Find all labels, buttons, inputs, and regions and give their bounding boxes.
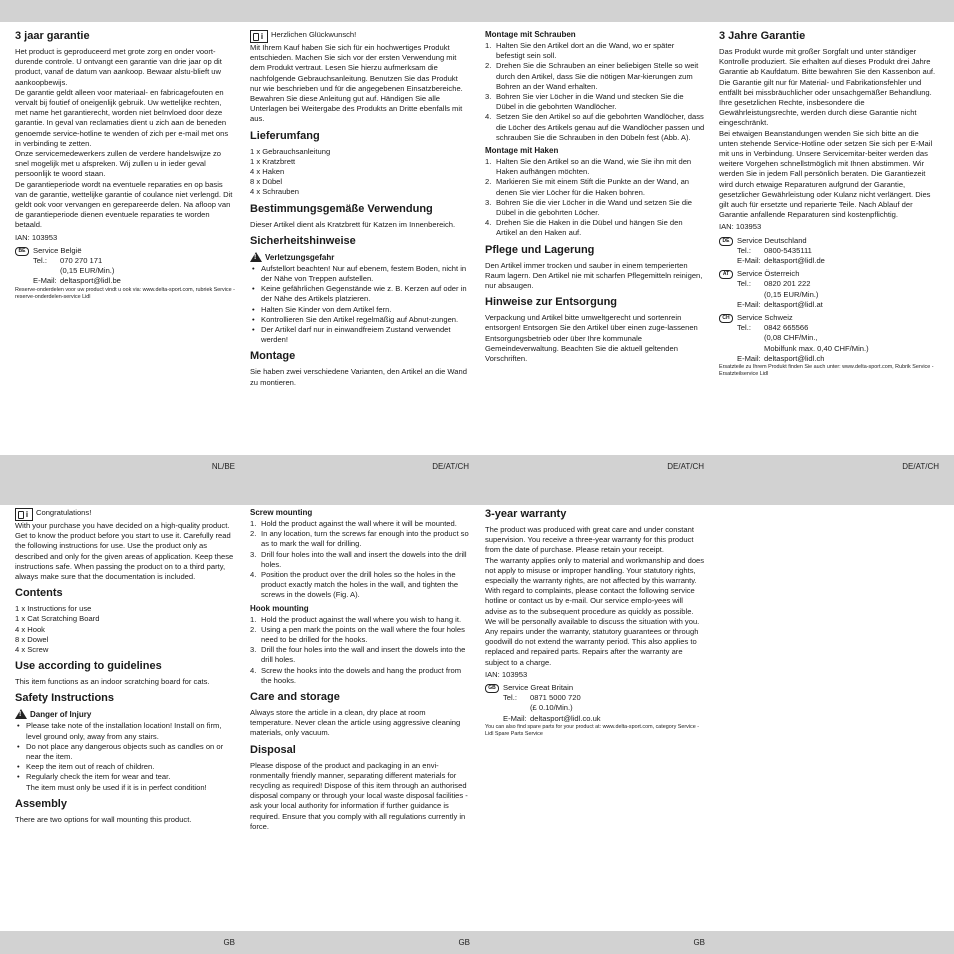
country-badge-ch: CH: [719, 314, 733, 323]
service-price: (0,15 EUR/Min.): [764, 289, 819, 299]
de-assembly-column: [485, 30, 705, 450]
safety-list: [15, 721, 235, 792]
list-item: 4 x Screw: [15, 645, 49, 655]
list-item: 1 x Instructions for use: [15, 604, 92, 614]
gb-ian: IAN: 103953: [485, 669, 528, 679]
footer-label-de-2: DE/AT/CH: [667, 462, 704, 471]
list-item: • Do not place any dangerous objects such as candles on or near the item.: [17, 741, 224, 762]
contents-list: [250, 147, 470, 198]
list-item: • Aufstellort beachten! Nur auf ebenem, festem Boden, nicht in der Nähe von Treppen aufstellen.: [252, 263, 467, 284]
nl-warranty-title: 3 jaar garantie: [15, 30, 90, 42]
list-item: 8 x Dübel: [250, 177, 283, 187]
service-email: deltasport@lidl.de: [764, 256, 825, 266]
gb-warranty-column: [485, 508, 705, 928]
screw-mounting-title: Montage mit Schrauben: [485, 30, 576, 39]
list-item: 1 x Gebrauchsanleitung: [250, 146, 331, 156]
nl-warranty-paragraph: De garantie geldt alleen voor materiaal- en fabricagefouten en vervalt bij foutief of oneigenlijk gebruik. Uw wettelijke rechten, met name het garantierecht, worden niet beïnvloed door deze garantie. In geval van reclamaties dient u zich aan de beneden genoemde service-hotline te wenden of zich per e-mail met ons in verbinding te zetten.: [15, 87, 229, 148]
care-text: Den Artikel immer trocken und sauber in einem temperierten Raum lagern. Den Artikel nie mit scharfen Pflegemitteln reinigen, nur absaugen.: [485, 260, 703, 291]
safety-title: Safety Instructions: [15, 692, 115, 705]
gb-intro-column: [15, 508, 235, 928]
service-email: deltasport@lidl.ch: [764, 353, 825, 363]
screw-steps: [250, 519, 470, 601]
service-email: deltasport@lidl.be: [60, 276, 121, 286]
list-item: 8 x Dowel: [15, 634, 49, 644]
nl-warranty-paragraph: Onze servicemedewerkers zullen de verdere handelswijze zo snel mogelijk met u afspreken. Wij zullen u in ieder geval persoonlijk te woord staan.: [15, 149, 221, 179]
list-item: • Regularly check the item for wear and tear.: [17, 772, 171, 782]
nl-spare-parts-note: Reserve-onderdelen voor uw product vindt u ook via: www.delta-sport.com, rubriek Service - reserve-onderdelen-service Lidl: [15, 286, 235, 300]
list-item: • Please take note of the installation location! Install on firm, level ground only, away from any stairs.: [17, 721, 222, 741]
footer-label-gb-3: GB: [693, 938, 705, 947]
service-phone: 0800-5435111: [764, 245, 812, 255]
gb-warranty-title: 3-year warranty: [485, 508, 567, 520]
care-text: Always store the article in a clean, dry place at room temperature. Never clean the article using aggressive cleaning materials, only vacuum.: [250, 708, 461, 738]
list-item: 4. Setzen Sie den Artikel so auf die gebohrten Wandlöcher, dass die Löcher des Artikels genau auf die Wandlöcher passen und schrauben Sie die Schrauben in den Dübeln fest (Abb. A).: [485, 112, 705, 142]
gb-spare-parts-note: You can also find spare parts for your product at: www.delta-sport.com, category Service - Lidl Spare Parts Service: [485, 723, 700, 738]
nl-warranty-paragraph: Het product is geproduceerd met grote zorg en onder voort-durende controle. U ontvangt een garantie van drie jaar op dit product, vanaf de datum van aankoop. Bewaar alstu-blieft uw aankoopbewijs.: [15, 47, 222, 87]
de-warranty-paragraph: Die Garantie gilt nur für Material- und Fabrikationsfehler und entfällt bei missbräuchlicher oder unsachgemäßer Behandlung. Ihre gesetzlichen Rechte, insbesondere die Gewährleistungsrechte, werden durch diese Garantie nicht eingeschränkt.: [719, 77, 932, 128]
nl-service-details: Service België Tel.: 070 270 171 (0,15 EUR/Min.) E-Mail: deltasport@lidl.be: [33, 245, 121, 286]
footer-label-nl: NL/BE: [211, 462, 235, 471]
country-badge-be: BE: [15, 247, 29, 256]
nl-service-block: [15, 246, 235, 287]
care-title: Care and storage: [250, 691, 340, 704]
de-warranty-column: [719, 30, 939, 450]
service-name: Service Deutschland: [737, 235, 807, 245]
gb-warranty-paragraph: The warranty applies only to material and workmanship and does not apply to misuse or improper handling. Your statutory rights, especially the warranty rights, are not affected by this warranty.: [485, 555, 705, 586]
gb-warranty-paragraph: With regard to complaints, please contact the following service hotline or contact us by e-mail. Our service emplo-yees will advise as to the subsequent procedure as quickly as possible. We will be personally available to discuss the situation with you.: [485, 586, 700, 626]
gb-warranty-paragraph: The product was produced with great care and under constant supervision. You receive a three-year warranty for this product from the date of purchase. Please retain your receipt.: [485, 525, 694, 555]
congrats-text: Mit Ihrem Kauf haben Sie sich für ein hochwertiges Produkt entschieden. Machen Sie sich vor der ersten Verwendung mit dem Produkt vertraut. Lesen Sie hierzu aufmerksam die nachfolgende Gebrauchsanleitung. Benutzen Sie das Produkt nur wie beschrieben und für die angegebenen Einsatzbereiche. Bewahren Sie diese Anleitung gut auf. Händigen Sie alle Unterlagen bei Weitergabe des Produkts an Dritte ebenfalls mit aus.: [250, 43, 463, 124]
nl-warranty-column: [15, 30, 235, 450]
de-warranty-paragraph: Das Produkt wurde mit großer Sorgfalt und unter ständiger Kontrolle produziert. Sie erhalten auf dieses Produkt drei Jahre Garantie ab Kaufdatum. Bitte bewahren Sie den Kassenbon auf.: [719, 47, 936, 77]
list-item: 2. Using a pen mark the points on the wall where the four holes need to be drilled for the hooks.: [250, 624, 465, 645]
list-item: 1. Hold the product against the wall where you wish to hang it.: [250, 614, 462, 624]
list-item: 1. Halten Sie den Artikel so an die Wand, wie Sie ihn mit den Haken aufhängen möchten.: [485, 157, 692, 177]
service-price: (0,15 EUR/Min.): [60, 266, 115, 276]
intended-use-text: Dieser Artikel dient als Kratzbrett für Katzen im Innenbereich.: [250, 219, 456, 229]
service-name: Service Schweiz: [737, 313, 793, 323]
list-item: • Keep the item out of reach of children.: [17, 762, 155, 772]
list-item: 4. Screw the hooks into the dowels and hang the product from the hooks.: [250, 665, 462, 685]
congrats-title: Congratulations!: [36, 508, 92, 517]
list-item: 4. Position the product over the drill holes so the holes in the product exactly match the holes in the wall, and tighten the screws in the dowels (Fig. A).: [250, 570, 459, 600]
country-badge-at: AT: [719, 270, 733, 279]
service-name: Service Great Britain: [503, 683, 574, 693]
safety-list: [250, 264, 470, 346]
header-band: [0, 0, 954, 22]
safety-title: Sicherheitshinweise: [250, 234, 356, 247]
warning-triangle-icon: [250, 252, 262, 262]
service-phone: 0871 5000 720: [530, 693, 581, 703]
service-phone: 070 270 171: [60, 256, 103, 266]
gb-warranty-paragraph: Any repairs under the warranty, statutory guarantees or through goodwill do not extend the warranty period. This also applies to replaced and repaired parts. Repairs after the warranty are subject to a charge.: [485, 627, 699, 667]
list-item: 1. Halten Sie den Artikel dort an die Wand, wo er später befestigt sein soll.: [485, 41, 675, 61]
contents-title: Lieferumfang: [250, 129, 320, 142]
list-item: • Halten Sie Kinder von dem Artikel fern.: [252, 304, 392, 314]
disposal-title: Disposal: [250, 743, 296, 756]
at-service-block: AT Service Österreich Tel.: 0820 201 222 (0,15 EUR/Min.) E-Mail: deltasport@lidl.at: [719, 269, 939, 310]
list-item: 3. Bohren Sie vier Löcher in die Wand und stecken Sie die Dübel in die gebohrten Wandlöcher.: [485, 92, 684, 112]
list-item: 3. Bohren Sie die vier Löcher in die Wand und setzen Sie die Dübel in die gebohrten Löcher.: [485, 197, 693, 218]
list-item: The item must only be used if it is in perfect condition!: [26, 782, 207, 792]
hook-steps: [250, 615, 470, 686]
congrats-title: Herzlichen Glückwunsch!: [271, 30, 357, 39]
list-item: 2. Drehen Sie die Schrauben an einer beliebigen Stelle so weit durch den Artikel, dass Sie die nötigen Mar-kierungen zum Bohren an der Wand erhalten.: [485, 61, 699, 91]
list-item: 1. Hold the product against the wall where it will be mounted.: [250, 519, 457, 528]
service-name: Service Österreich: [737, 269, 800, 279]
danger-label: Verletzungsgefahr: [265, 252, 335, 262]
footer-label-gb-1: GB: [223, 938, 235, 947]
assembly-text: Sie haben zwei verschiedene Varianten, den Artikel an die Wand zu montieren.: [250, 367, 467, 387]
disposal-title: Hinweise zur Entsorgung: [485, 296, 618, 309]
service-name: Service België: [33, 245, 82, 255]
list-item: 4 x Schrauben: [250, 187, 299, 197]
de-ian: IAN: 103953: [719, 222, 762, 232]
service-price-mobile: Mobilfunk max. 0,40 CHF/Min.): [764, 343, 869, 353]
warning-triangle-icon: [15, 709, 27, 719]
list-item: 4 x Hook: [15, 624, 45, 634]
country-badge-de: DE: [719, 237, 733, 246]
service-email: deltasport@lidl.at: [764, 299, 823, 309]
screw-steps: [485, 41, 705, 143]
de-warranty-paragraph: Bei etwaigen Beanstandungen wenden Sie sich bitte an die unten stehende Service-Hotline oder setzen Sie sich per E-Mail mit uns in Verbindung. Unsere Servicemitar-beiter werden das weitere Vorgehen schnellstmöglich mit Ihnen abstimmen. Wir werden Sie in jedem Fall persönlich beraten. Die Garantiezeit wird durch etwaige Reparaturen aufgrund der Garantie, gesetzlicher Gewährleistung oder Kulanz nicht verlängert. Dies gilt auch für ersetzte und reparierte Teile. Nach Ablauf der Garantie anfallende Reparaturen sind kostenpflichtig.: [719, 128, 933, 220]
assembly-text: There are two options for wall mounting this product.: [15, 814, 192, 824]
congrats-text: With your purchase you have decided on a high-quality product. Get to know the product before you start to use it. Carefully read the following instructions for use. Use the product only as described and only for the given areas of application. Keep these instructions safe. When passing the product on to a third party, always make sure that the documentation is included.: [15, 521, 234, 582]
list-item: 3. Drill the four holes into the wall and insert the dowels into the drill holes.: [250, 645, 466, 665]
list-item: • Kontrollieren Sie den Artikel regelmäßig auf Abnut-zungen.: [252, 314, 459, 324]
list-item: 4. Drehen Sie die Haken in die Dübel und hängen Sie den Artikel an den Haken auf.: [485, 218, 683, 238]
list-item: • Der Artikel darf nur in einwandfreiem Zustand verwendet werden!: [252, 325, 451, 345]
intended-use-title: Use according to guidelines: [15, 660, 162, 673]
de-intro-column: [250, 30, 470, 450]
footer-label-de-1: DE/AT/CH: [432, 462, 469, 471]
list-item: 2. In any location, turn the screws far enough into the product so as to mark the wall for drilling.: [250, 529, 469, 549]
footer-label-de-3: DE/AT/CH: [902, 462, 939, 471]
list-item: • Keine gefährlichen Gegenstände wie z. B. Kerzen auf oder in der Nähe des Artikels platzieren.: [252, 284, 467, 304]
service-price: (£ 0.10/Min.): [530, 703, 573, 713]
assembly-title: Assembly: [15, 797, 67, 810]
country-badge-gb: GB: [485, 684, 499, 693]
intended-use-title: Bestimmungsgemäße Verwendung: [250, 202, 433, 215]
disposal-text: Verpackung und Artikel bitte umweltgerecht und sortenrein entsorgen! Entsorgen Sie den Artikel über einen zuge-lassenen Entsorgungsbetrieb oder über Ihre kommunale Gemeindeverwaltung. Beachten Sie die aktuell geltenden Vorschriften.: [485, 313, 698, 364]
screw-mounting-title: Screw mounting: [250, 508, 313, 517]
intended-use-text: This item functions as an indoor scratching board for cats.: [15, 677, 210, 687]
middle-band: [0, 455, 954, 505]
service-phone: 0820 201 222: [764, 279, 811, 289]
contents-title: Contents: [15, 587, 63, 600]
service-phone: 0842 665566: [764, 323, 809, 333]
de-spare-parts-note: Ersatzteile zu Ihrem Produkt finden Sie auch unter: www.delta-sport.com, Rubrik Service - Ersatzteilservice Lidl: [719, 364, 934, 378]
nl-warranty-paragraph: De garantieperiode wordt na eventuele reparaties en op basis van de garantie, wettelijke garantie of coulance niet verlengd. Dit geldt ook voor vervangen en gerepareerde delen. Na afloop van de garantieperiode dienen eventuele reparaties te worden betaald.: [15, 179, 233, 230]
list-item: 2. Markieren Sie mit einem Stift die Punkte an der Wand, an denen Sie vier Löcher für die Haken bohren.: [485, 177, 690, 197]
footer-band: [0, 931, 954, 954]
care-title: Pflege und Lagerung: [485, 243, 595, 256]
hook-mounting-title: Hook mounting: [250, 603, 309, 613]
contents-list: [15, 604, 235, 655]
service-email: deltasport@lidl.co.uk: [530, 713, 601, 723]
ch-service-block: CH Service Schweiz Tel.: 0842 665566 (0,08 CHF/Min., Mobilfunk max. 0,40 CHF/Min.) E-Mail: deltasport@lidl.ch: [719, 313, 939, 364]
gb-assembly-column: [250, 508, 470, 928]
hook-mounting-title: Montage mit Haken: [485, 146, 559, 156]
info-book-icon: i: [15, 508, 33, 521]
hook-steps: [485, 157, 705, 239]
disposal-text: Please dispose of the product and packaging in an envi-ronmentally friendly manner, separating different materials for recycling as required! Dispose of this item through an authorised disposal company or through your local waste disposal facilities - ask your local authority for information if further guidance is required. Ensure that you comply with all regulations currently in force.: [250, 760, 468, 831]
danger-label: Danger of Injury: [30, 710, 92, 720]
info-book-icon: i: [250, 30, 268, 43]
de-service-block: DE Service Deutschland Tel.: 0800-5435111 E-Mail: deltasport@lidl.de: [719, 236, 939, 267]
list-item: 3. Drill four holes into the wall and insert the dowels into the drill holes.: [250, 549, 467, 569]
de-warranty-title: 3 Jahre Garantie: [719, 30, 806, 42]
gb-service-block: GB Service Great Britain Tel.: 0871 5000 720 (£ 0.10/Min.) E-Mail: deltasport@lidl.co.uk: [485, 683, 705, 724]
list-item: 1 x Cat Scratching Board: [15, 614, 100, 624]
nl-ian: IAN: 103953: [15, 232, 58, 242]
list-item: 4 x Haken: [250, 167, 285, 177]
service-price: (0,08 CHF/Min.,: [764, 333, 818, 343]
assembly-title: Montage: [250, 350, 296, 363]
footer-label-gb-2: GB: [458, 938, 470, 947]
list-item: 1 x Kratzbrett: [250, 156, 296, 166]
